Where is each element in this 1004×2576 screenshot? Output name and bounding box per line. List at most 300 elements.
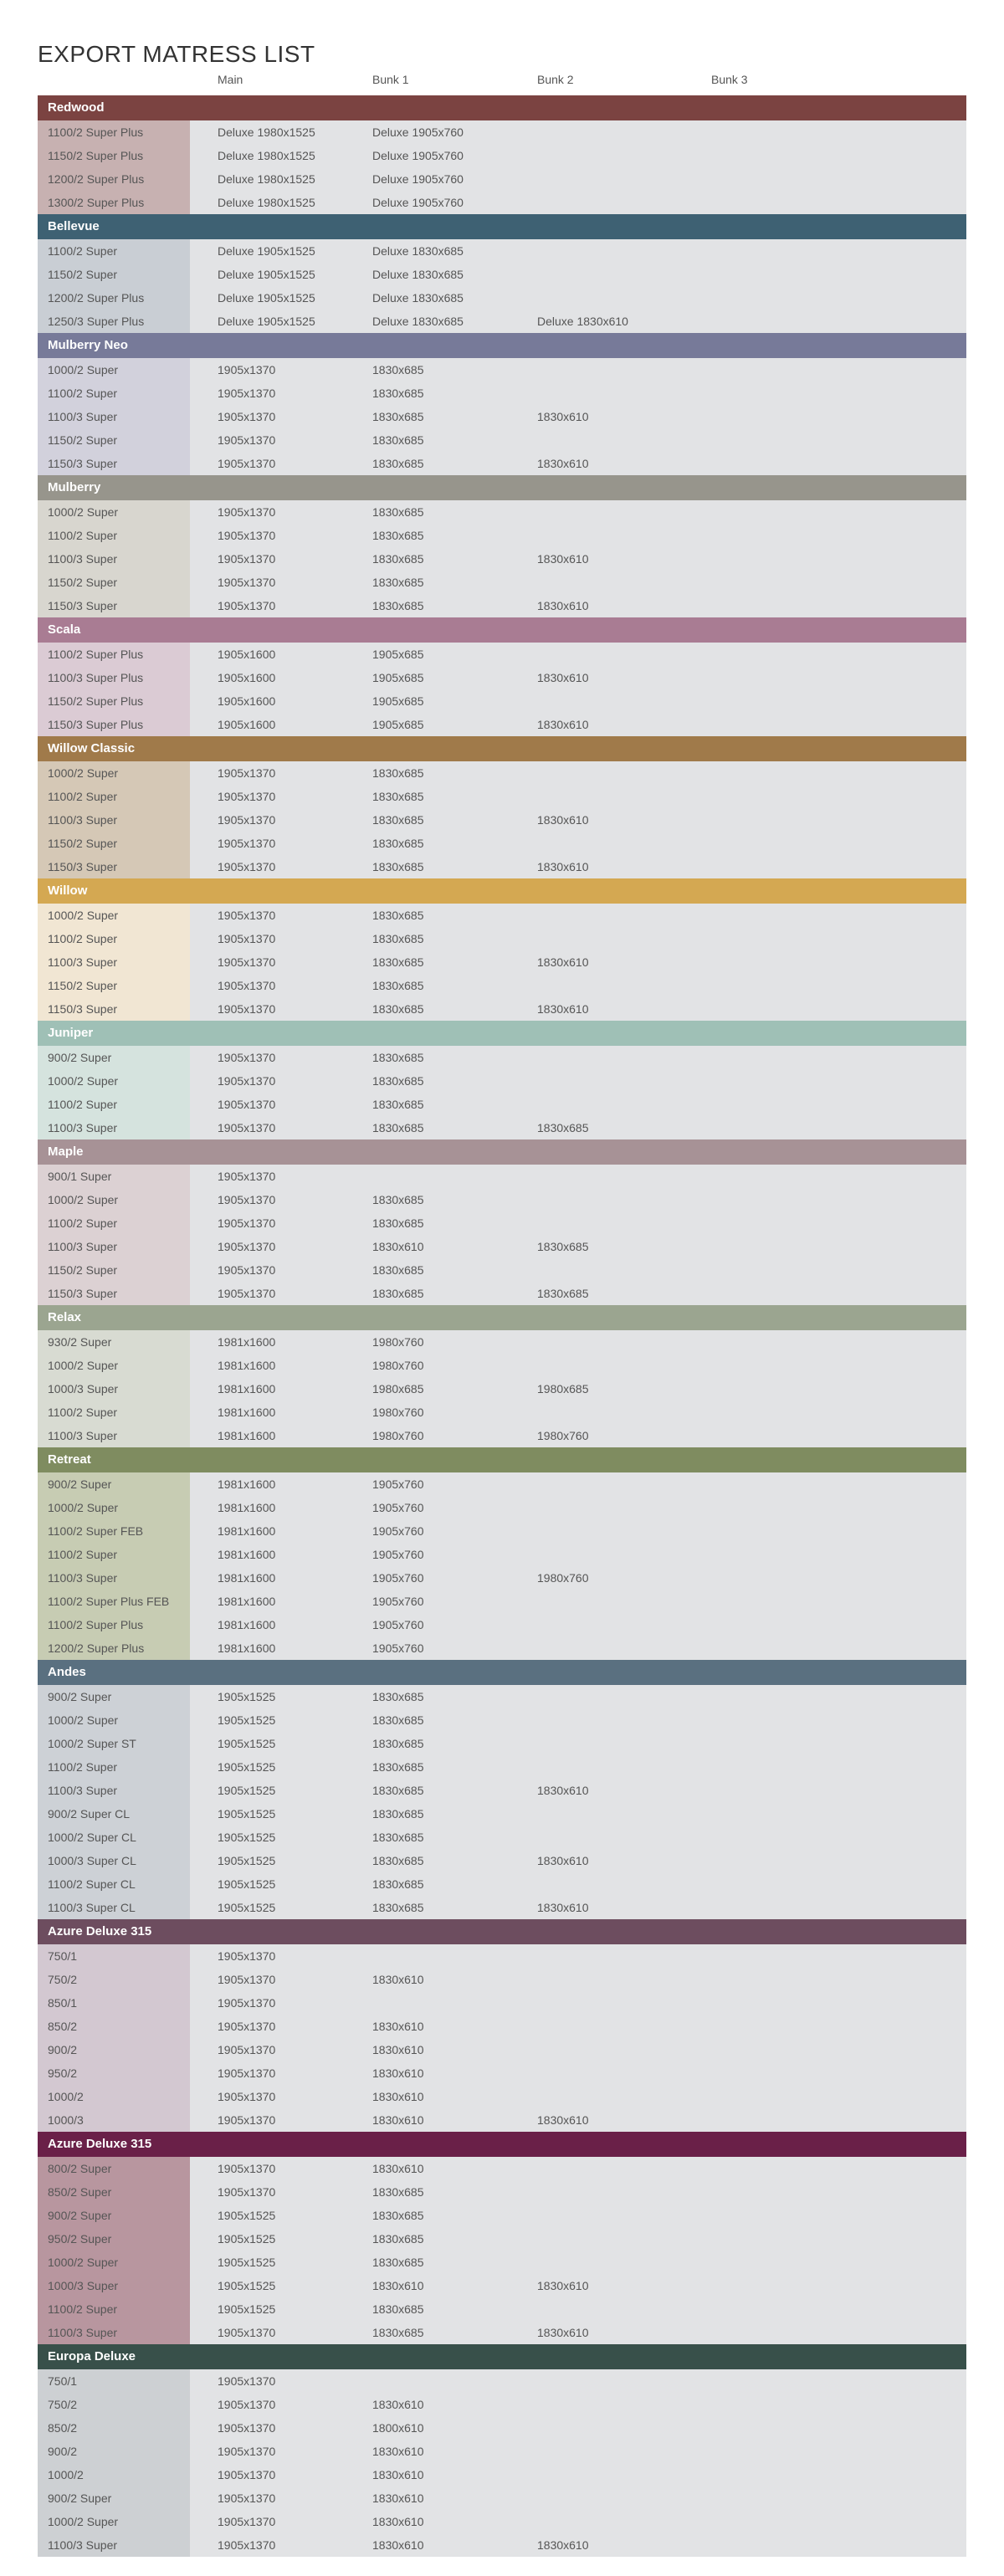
bunk-1-size-cell: 1830x685 [372,2326,424,2339]
main-size-cell: 1905x1370 [218,2326,276,2339]
model-variant-cell: 1000/3 Super [38,1377,190,1401]
bunk-2-size-cell: 1830x610 [537,860,589,873]
section-header: Azure Deluxe 315 [38,2132,966,2157]
main-size-cell: 1905x1370 [218,1170,276,1183]
model-variant-cell: 900/2 Super CL [38,1802,190,1826]
column-header-bunk-1: Bunk 1 [372,73,409,86]
table-row [38,2061,966,2085]
model-section [38,1021,966,1139]
model-variant-cell: 1200/2 Super Plus [38,1636,190,1660]
bunk-1-size-cell: 1830x685 [372,1051,424,1064]
bunk-1-size-cell: 1905x685 [372,718,424,731]
table-row [38,2486,966,2510]
table-row [38,1069,966,1093]
bunk-1-size-cell: 1830x610 [372,2162,424,2175]
main-size-cell: 1905x1370 [218,2515,276,2528]
table-row [38,1165,966,1188]
table-row [38,1802,966,1826]
model-variant-cell: 1100/2 Super Plus [38,120,190,144]
bunk-1-size-cell: 1980x685 [372,1382,424,1396]
main-size-cell: 1905x1525 [218,2256,276,2269]
model-variant-cell: 1000/2 [38,2463,190,2486]
main-size-cell: 1905x1370 [218,1216,276,1230]
model-variant-cell: 1100/3 Super [38,405,190,428]
model-variant-cell: 1000/2 Super [38,1496,190,1519]
bunk-1-size-cell: 1830x685 [372,766,424,780]
bunk-1-size-cell: Deluxe 1905x760 [372,172,464,186]
table-row [38,1991,966,2015]
table-row [38,2510,966,2533]
model-variant-cell: 1150/2 Super [38,832,190,855]
table-row [38,974,966,997]
main-size-cell: 1905x1370 [218,410,276,423]
model-variant-cell: 1000/2 [38,2085,190,2108]
model-variant-cell: 1100/2 Super [38,1543,190,1566]
table-row [38,1685,966,1708]
table-row [38,1211,966,1235]
bunk-1-size-cell: 1830x685 [372,1216,424,1230]
section-header: Redwood [38,95,966,120]
bunk-2-size-cell: 1830x610 [537,718,589,731]
main-size-cell: 1905x1370 [218,2398,276,2411]
model-variant-cell: 1100/3 Super [38,808,190,832]
table-row [38,1779,966,1802]
bunk-2-size-cell: 1830x610 [537,955,589,969]
table-row [38,1188,966,1211]
bunk-1-size-cell: 1830x685 [372,529,424,542]
model-variant-cell: 1100/2 Super [38,524,190,547]
bunk-1-size-cell: 1905x760 [372,1501,424,1514]
bunk-2-size-cell: Deluxe 1830x610 [537,315,628,328]
table-row [38,855,966,878]
main-size-cell: 1905x1370 [218,979,276,992]
main-size-cell: Deluxe 1980x1525 [218,149,315,162]
model-section [38,736,966,878]
bunk-2-size-cell: 1830x685 [537,1121,589,1134]
model-section [38,333,966,475]
bunk-1-size-cell: 1905x685 [372,694,424,708]
bunk-1-size-cell: Deluxe 1830x685 [372,315,464,328]
bunk-1-size-cell: 1905x760 [372,1595,424,1608]
bunk-2-size-cell: 1980x760 [537,1429,589,1442]
model-variant-cell: 1150/2 Super [38,1258,190,1282]
main-size-cell: 1981x1600 [218,1524,276,1538]
model-variant-cell: 1000/2 Super [38,2510,190,2533]
bunk-1-size-cell: 1830x610 [372,2445,424,2458]
table-row [38,2038,966,2061]
model-variant-cell: 1100/3 Super [38,1235,190,1258]
model-variant-cell: 1000/2 Super [38,1708,190,1732]
main-size-cell: 1981x1600 [218,1406,276,1419]
model-variant-cell: 1150/2 Super [38,571,190,594]
bunk-1-size-cell: 1830x685 [372,813,424,827]
bunk-2-size-cell: 1830x610 [537,1002,589,1016]
bunk-2-size-cell: 1830x610 [537,1854,589,1867]
bunk-2-size-cell: 1830x610 [537,813,589,827]
table-row [38,571,966,594]
model-variant-cell: 1000/2 Super ST [38,1732,190,1755]
table-row [38,2180,966,2204]
bunk-1-size-cell: Deluxe 1830x685 [372,291,464,305]
bunk-2-size-cell: 1830x610 [537,1901,589,1914]
table-row [38,310,966,333]
bunk-1-size-cell: 1830x610 [372,1240,424,1253]
main-size-cell: 1905x1370 [218,1121,276,1134]
model-variant-cell: 900/2 Super [38,1046,190,1069]
table-row [38,832,966,855]
table-row [38,2463,966,2486]
model-variant-cell: 750/1 [38,1944,190,1968]
main-size-cell: 1905x1370 [218,505,276,519]
main-size-cell: 1905x1525 [218,1690,276,1703]
model-variant-cell: 1100/2 Super FEB [38,1519,190,1543]
main-size-cell: 1905x1370 [218,837,276,850]
main-size-cell: 1905x1370 [218,1002,276,1016]
table-row [38,1896,966,1919]
bunk-1-size-cell: 1830x685 [372,1760,424,1774]
table-row [38,1496,966,1519]
bunk-1-size-cell: 1830x685 [372,1713,424,1727]
bunk-1-size-cell: 1980x760 [372,1406,424,1419]
model-variant-cell: 900/2 [38,2038,190,2061]
model-variant-cell: 850/2 [38,2015,190,2038]
bunk-2-size-cell: 1980x760 [537,1571,589,1585]
main-size-cell: 1905x1370 [218,813,276,827]
bunk-1-size-cell: 1980x760 [372,1429,424,1442]
main-size-cell: 1905x1370 [218,576,276,589]
main-size-cell: 1905x1370 [218,433,276,447]
model-variant-cell: 950/2 [38,2061,190,2085]
main-size-cell: 1905x1525 [218,1784,276,1797]
bunk-1-size-cell: 1830x685 [372,1074,424,1088]
bunk-1-size-cell: 1830x610 [372,2279,424,2292]
bunk-2-size-cell: 1830x610 [537,2279,589,2292]
table-row [38,1472,966,1496]
bunk-1-size-cell: 1830x685 [372,505,424,519]
bunk-1-size-cell: 1830x610 [372,2066,424,2080]
section-header: Scala [38,617,966,643]
model-variant-cell: 1100/2 Super CL [38,1872,190,1896]
table-row [38,2274,966,2297]
page-title: EXPORT MATRESS LIST [38,40,315,67]
bunk-1-size-cell: 1830x685 [372,2232,424,2246]
table-row [38,1968,966,1991]
model-variant-cell: 1100/2 Super [38,1755,190,1779]
bunk-1-size-cell: 1980x760 [372,1335,424,1349]
bunk-1-size-cell: 1830x685 [372,1784,424,1797]
model-variant-cell: 900/2 Super [38,2204,190,2227]
table-row [38,808,966,832]
table-row [38,785,966,808]
bunk-2-size-cell: 1830x610 [537,2326,589,2339]
table-row [38,1282,966,1305]
main-size-cell: 1905x1525 [218,2232,276,2246]
bunk-2-size-cell: 1980x685 [537,1382,589,1396]
table-row [38,1590,966,1613]
model-variant-cell: 900/1 Super [38,1165,190,1188]
main-size-cell: 1905x1525 [218,1831,276,1844]
bunk-2-size-cell: 1830x610 [537,2538,589,2552]
bunk-1-size-cell: 1830x610 [372,2398,424,2411]
table-row [38,1636,966,1660]
bunk-1-size-cell: 1980x760 [372,1359,424,1372]
main-size-cell: 1905x1370 [218,1193,276,1206]
main-size-cell: 1905x1370 [218,1996,276,2010]
bunk-1-size-cell: 1830x685 [372,1901,424,1914]
bunk-2-size-cell: 1830x610 [537,552,589,566]
model-variant-cell: 1000/2 Super [38,1188,190,1211]
main-size-cell: 1905x1370 [218,1287,276,1300]
model-variant-cell: 1100/2 Super [38,927,190,950]
bunk-1-size-cell: 1905x760 [372,1548,424,1561]
table-row [38,2157,966,2180]
model-variant-cell: 900/2 Super [38,2486,190,2510]
main-size-cell: 1905x1525 [218,2279,276,2292]
main-size-cell: 1905x1525 [218,1901,276,1914]
model-variant-cell: 1150/3 Super Plus [38,713,190,736]
bunk-1-size-cell: 1830x685 [372,1854,424,1867]
model-variant-cell: 1000/2 Super CL [38,1826,190,1849]
bunk-1-size-cell: 1830x610 [372,2468,424,2481]
main-size-cell: 1981x1600 [218,1595,276,1608]
model-variant-cell: 930/2 Super [38,1330,190,1354]
model-variant-cell: 1000/2 Super [38,904,190,927]
model-variant-cell: 1100/3 Super [38,950,190,974]
model-section [38,1447,966,1660]
section-header: Retreat [38,1447,966,1472]
bunk-1-size-cell: 1830x685 [372,576,424,589]
bunk-1-size-cell: 1830x685 [372,955,424,969]
model-variant-cell: 1100/2 Super Plus [38,643,190,666]
table-row [38,1354,966,1377]
model-variant-cell: 950/2 Super [38,2227,190,2251]
model-variant-cell: 1100/3 Super [38,1779,190,1802]
table-row [38,594,966,617]
bunk-2-size-cell: 1830x610 [537,671,589,684]
column-header-main: Main [218,73,243,86]
table-row [38,2440,966,2463]
model-variant-cell: 1100/2 Super [38,785,190,808]
table-row [38,1755,966,1779]
main-size-cell: 1981x1600 [218,1382,276,1396]
bunk-1-size-cell: 1830x685 [372,2256,424,2269]
model-variant-cell: 1150/2 Super Plus [38,689,190,713]
main-size-cell: 1905x1370 [218,1051,276,1064]
table-row [38,2085,966,2108]
table-row [38,643,966,666]
bunk-1-size-cell: 1830x685 [372,1002,424,1016]
bunk-1-size-cell: 1905x685 [372,671,424,684]
main-size-cell: 1981x1600 [218,1618,276,1631]
main-size-cell: 1905x1370 [218,2113,276,2127]
model-variant-cell: 900/2 [38,2440,190,2463]
bunk-1-size-cell: 1830x685 [372,1098,424,1111]
bunk-1-size-cell: 1830x610 [372,2538,424,2552]
bunk-1-size-cell: 1830x610 [372,2113,424,2127]
model-variant-cell: 1000/3 [38,2108,190,2132]
table-row [38,1401,966,1424]
table-row [38,547,966,571]
table-row [38,1849,966,1872]
bunk-1-size-cell: Deluxe 1830x685 [372,268,464,281]
table-row [38,263,966,286]
table-row [38,2251,966,2274]
bunk-1-size-cell: 1830x685 [372,1831,424,1844]
table-row [38,2321,966,2344]
model-section [38,2344,966,2557]
model-variant-cell: 900/2 Super [38,1472,190,1496]
main-size-cell: 1981x1600 [218,1335,276,1349]
model-section [38,475,966,617]
bunk-1-size-cell: 1905x760 [372,1571,424,1585]
main-size-cell: 1905x1370 [218,2421,276,2435]
bunk-1-size-cell: 1830x685 [372,363,424,376]
model-variant-cell: 1100/3 Super Plus [38,666,190,689]
bunk-1-size-cell: 1830x685 [372,1121,424,1134]
bunk-1-size-cell: 1905x760 [372,1618,424,1631]
main-size-cell: Deluxe 1980x1525 [218,172,315,186]
main-size-cell: 1981x1600 [218,1477,276,1491]
section-header: Willow Classic [38,736,966,761]
section-header: Mulberry [38,475,966,500]
main-size-cell: Deluxe 1905x1525 [218,268,315,281]
main-size-cell: 1905x1370 [218,1949,276,1963]
main-size-cell: 1905x1525 [218,1713,276,1727]
main-size-cell: 1905x1525 [218,2209,276,2222]
main-size-cell: 1981x1600 [218,1571,276,1585]
model-section [38,617,966,736]
section-header: Europa Deluxe [38,2344,966,2369]
main-size-cell: 1905x1370 [218,2491,276,2505]
model-variant-cell: 1100/2 Super Plus FEB [38,1590,190,1613]
bunk-1-size-cell: 1830x685 [372,979,424,992]
table-row [38,1944,966,1968]
table-row [38,144,966,167]
model-variant-cell: 1000/2 Super [38,2251,190,2274]
bunk-2-size-cell: 1830x685 [537,1287,589,1300]
bunk-2-size-cell: 1830x610 [537,1784,589,1797]
main-size-cell: 1905x1370 [218,1263,276,1277]
table-row [38,1566,966,1590]
model-variant-cell: 1100/2 Super [38,1401,190,1424]
model-variant-cell: 1150/2 Super Plus [38,144,190,167]
bunk-1-size-cell: 1830x685 [372,552,424,566]
main-size-cell: 1905x1600 [218,648,276,661]
table-row [38,2297,966,2321]
main-size-cell: 1905x1370 [218,387,276,400]
section-header: Bellevue [38,214,966,239]
bunk-1-size-cell: 1830x685 [372,599,424,612]
model-variant-cell: 1150/2 Super [38,428,190,452]
model-variant-cell: 800/2 Super [38,2157,190,2180]
table-row [38,1613,966,1636]
main-size-cell: 1905x1600 [218,671,276,684]
main-size-cell: 1905x1370 [218,2185,276,2199]
model-variant-cell: 1150/3 Super [38,594,190,617]
model-variant-cell: 1100/3 Super [38,547,190,571]
main-size-cell: 1905x1370 [218,2162,276,2175]
bunk-1-size-cell: 1830x685 [372,1690,424,1703]
bunk-1-size-cell: 1830x685 [372,909,424,922]
table-row [38,2416,966,2440]
bunk-1-size-cell: 1830x685 [372,837,424,850]
table-row [38,500,966,524]
bunk-1-size-cell: 1830x685 [372,1807,424,1821]
bunk-2-size-cell: 1830x610 [537,410,589,423]
table-row [38,1826,966,1849]
model-variant-cell: 1100/3 Super [38,1116,190,1139]
table-row [38,452,966,475]
bunk-1-size-cell: 1830x610 [372,2020,424,2033]
model-variant-cell: 750/2 [38,1968,190,1991]
section-header: Maple [38,1139,966,1165]
model-variant-cell: 900/2 Super [38,1685,190,1708]
section-header: Juniper [38,1021,966,1046]
model-variant-cell: 850/2 Super [38,2180,190,2204]
model-variant-cell: 1100/2 Super Plus [38,1613,190,1636]
table-row [38,191,966,214]
table-row [38,1258,966,1282]
bunk-1-size-cell: 1830x685 [372,932,424,945]
main-size-cell: 1905x1370 [218,2066,276,2080]
bunk-2-size-cell: 1830x685 [537,1240,589,1253]
main-size-cell: Deluxe 1905x1525 [218,315,315,328]
table-row [38,761,966,785]
model-variant-cell: 1150/2 Super [38,263,190,286]
table-row [38,2393,966,2416]
table-row [38,713,966,736]
main-size-cell: 1981x1600 [218,1641,276,1655]
model-section [38,214,966,333]
table-row [38,1235,966,1258]
main-size-cell: 1905x1525 [218,1760,276,1774]
main-size-cell: 1905x1525 [218,1737,276,1750]
main-size-cell: 1905x1370 [218,2090,276,2103]
table-row [38,239,966,263]
model-variant-cell: 1100/3 Super [38,1424,190,1447]
bunk-1-size-cell: Deluxe 1905x760 [372,149,464,162]
model-variant-cell: 1100/3 Super [38,2321,190,2344]
bunk-1-size-cell: 1830x610 [372,2043,424,2056]
table-row [38,1708,966,1732]
table-row [38,1519,966,1543]
model-variant-cell: 1150/3 Super [38,452,190,475]
section-header: Relax [38,1305,966,1330]
main-size-cell: 1905x1370 [218,860,276,873]
main-size-cell: 1905x1370 [218,2468,276,2481]
model-variant-cell: 1200/2 Super Plus [38,286,190,310]
bunk-1-size-cell: Deluxe 1905x760 [372,125,464,139]
bunk-1-size-cell: 1830x685 [372,1287,424,1300]
model-variant-cell: 1000/2 Super [38,500,190,524]
bunk-1-size-cell: 1830x685 [372,1263,424,1277]
model-variant-cell: 1000/2 Super [38,1069,190,1093]
model-section [38,2132,966,2344]
column-headers [38,73,966,90]
model-variant-cell: 750/1 [38,2369,190,2393]
table-row [38,1424,966,1447]
table-row [38,167,966,191]
column-header-bunk-3: Bunk 3 [711,73,748,86]
bunk-1-size-cell: 1830x685 [372,1877,424,1891]
table-row [38,382,966,405]
main-size-cell: 1981x1600 [218,1548,276,1561]
bunk-1-size-cell: Deluxe 1905x760 [372,196,464,209]
bunk-1-size-cell: 1830x685 [372,2185,424,2199]
table-row [38,927,966,950]
table-row [38,2108,966,2132]
main-size-cell: 1905x1525 [218,1807,276,1821]
